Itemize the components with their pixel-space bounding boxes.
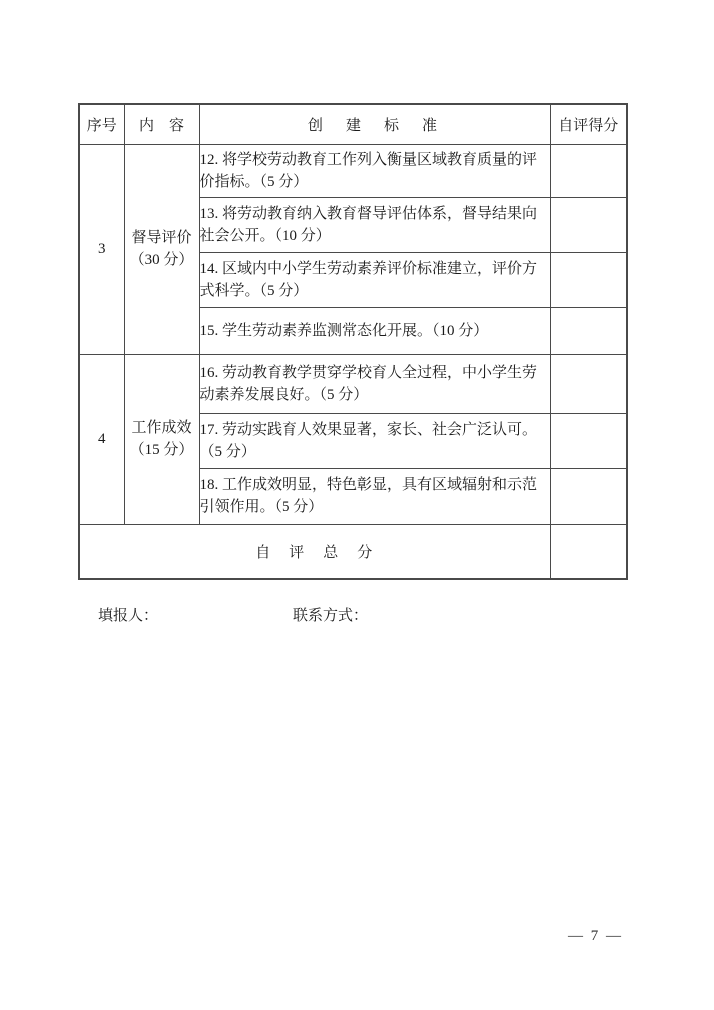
column-header-score: 自评得分 [550,104,627,144]
criterion-15: 15. 学生劳动素养监测常态化开展。（10 分） [199,307,550,354]
criterion-13: 13. 将劳动教育纳入教育督导评估体系，督导结果向社会公开。（10 分） [199,197,550,252]
page-number: — 7 — [568,928,623,944]
form-footer [0,604,714,626]
table-row [79,144,627,197]
score-cell-12 [550,144,627,197]
column-header-no: 序号 [79,104,124,144]
table-header-row [79,104,627,144]
total-row [79,524,627,579]
criterion-18: 18. 工作成效明显，特色彰显，具有区域辐射和示范引领作用。（5 分） [199,468,550,524]
score-cell-13 [550,197,627,252]
column-header-content: 内 容 [124,104,199,144]
contact-label: 联系方式： [293,608,369,624]
score-cell-18 [550,468,627,524]
score-cell-17 [550,413,627,468]
criterion-12: 12. 将学校劳动教育工作列入衡量区域教育质量的评价指标。（5 分） [199,144,550,197]
table-row [79,354,627,413]
column-header-standard: 创 建 标 准 [199,104,550,144]
score-cell-14 [550,252,627,307]
group4-category-score: （15 分） [129,442,194,458]
criterion-17: 17. 劳动实践育人效果显著，家长、社会广泛认可。（5 分） [199,413,550,468]
evaluation-table [78,103,628,580]
criterion-16: 16. 劳动教育教学贯穿学校育人全过程，中小学生劳动素养发展良好。（5 分） [199,354,550,413]
total-score-label: 自 评 总 分 [79,524,550,579]
group3-category [124,144,199,354]
total-score-cell [550,524,627,579]
filer-label: 填报人： [98,608,159,624]
group4-category [124,354,199,524]
group3-category-name: 督导评价 [131,230,192,246]
group4-number: 4 [79,354,124,524]
score-cell-15 [550,307,627,354]
criterion-14: 14. 区域内中小学生劳动素养评价标准建立，评价方式科学。（5 分） [199,252,550,307]
group3-number: 3 [79,144,124,354]
group4-category-name: 工作成效 [131,420,192,436]
group3-category-score: （30 分） [129,252,194,268]
score-cell-16 [550,354,627,413]
